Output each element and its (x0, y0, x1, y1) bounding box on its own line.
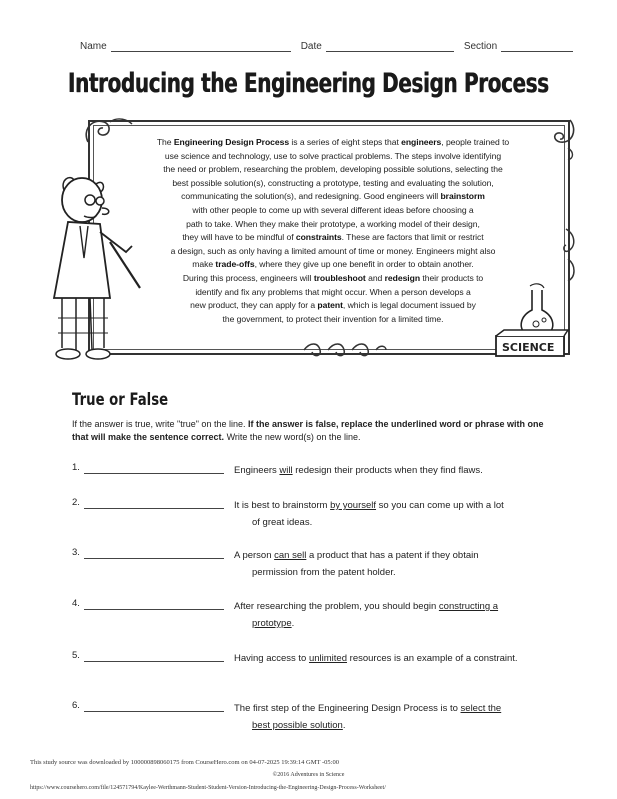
bottom-swirl-icon (300, 340, 390, 360)
question-1-text: Engineers will redesign their products when they find flaws. (234, 465, 483, 476)
side-swirl-right-icon (560, 225, 582, 285)
question-6-text: The first step of the Engineering Design Process is to select the best possible solution. (234, 703, 502, 731)
worksheet-page: Name Date Section Introducing the Engineering Design Process The Engineering Design Process is a series of eight steps that engineers, people trained to use science and technology, use to solve practical problems. The steps involve identifying the need or problem, researching the problem, developing possible solutions, selecting the best possible solution(s), constructing a prototype, testing and evaluating the solution, communicating the solution(s), and redesigning. Good engineers will brainstorm with other people to come up with several different ideas before choosing a path to take. When they make their prototype, a working model of their design, they will have to be mindful of constraints. These are factors that limit or restrict a design, such as only having a limited amount of time or money. Engineers might also make trade-offs, where they give up one benefit in order to obtain another. During this process, engineers will troubleshoot and redesign their products to identify and fix any problems that might occur. When a person develops a new product, they can apply for a patent, which is legal document issued by the government, to protect their invention for a limited time. SCIENCE True or False If the answer is true, write "true" on the line. If the answer is false, replace the underlined word or phrase with one that will make the sentence correct. Write the new word(s) on the line. 1. Engineers will redesign their products when they find flaws. 2. It is best to brainstorm by yourself so you can come up with a lot of great ideas. 3. A person can sell a product that has a patent if they obtain permission from the patent holder. 4. After researching the problem, you should begin constructing a prototype. 5. Having access to unlimited resources is an example of a constraint. 6. The first step of the Engineering Design Process is to select the best possible solution. This study source was downloaded by 100000898060175 from CourseHero.com on 04-07-2025 19:39:14 GMT -05:00 ©2016 Adventures in Science https://www.coursehero.com/file/124571794/Kaylee-Werthmann-Student-Student-Version-Introducing-the-Engineering-Design-Process-Worksheet/ (0, 0, 617, 799)
source-footer: This study source was downloaded by 100000898060175 from CourseHero.com on 04-07-2025 19:39:14 GMT -05:00 (30, 759, 339, 766)
name-field (80, 41, 301, 52)
question-4-text: After researching the problem, you should begin constructing a prototype. (234, 601, 499, 629)
section-line[interactable] (501, 41, 573, 52)
section-label: Section (463, 41, 498, 52)
name-line[interactable] (111, 41, 291, 52)
answer-line-6[interactable] (84, 711, 224, 712)
intro-paragraph: The Engineering Design Process is a series of eight steps that engineers, people trained to use science and technology, use to solve practical problems. The steps involve identifying the need or problem, researching the problem, developing possible solutions, selecting the best possible solution(s), constructing a prototype, testing and evaluating the solution, communicating the solution(s), and redesigning. Good engineers will brainstorm with other people to come up with several different ideas before choosing a path to take. When they make their prototype, a working model of their design, they will have to be mindful of constraints. These are factors that limit or restrict a design, such as only having a limited amount of time or money. Engineers might also make trade-offs, where they give up one benefit in order to obtain another. During this process, engineers will troubleshoot and redesign their products to identify and fix any problems that might occur. When a person develops a new product, they can apply for a patent, which is legal document issued by the government, to protect their invention for a limited time. (156, 137, 510, 324)
answer-line-1[interactable] (84, 473, 224, 474)
date-label: Date (300, 41, 322, 52)
answer-line-4[interactable] (84, 609, 224, 610)
url-footer[interactable]: https://www.coursehero.com/file/124571794/Kaylee-Werthmann-Student-Student-Version-Introducing-the-Engineering-Design-Process-Worksheet/ (30, 785, 386, 791)
science-label: SCIENCE (502, 341, 555, 354)
date-field (301, 41, 464, 52)
true-false-instructions: If the answer is true, write "true" on the line. If the answer is false, replace the underlined word or phrase with one that will make the sentence correct. Write the new word(s) on the line. (72, 419, 544, 442)
question-2-text: It is best to brainstorm by yourself so you can come up with a lot of great ideas. (234, 500, 504, 528)
true-false-heading: True or False (72, 390, 169, 410)
date-line[interactable] (326, 41, 454, 52)
header-fields (80, 41, 577, 52)
question-5-text: Having access to unlimited resources is an example of a constraint. (234, 653, 518, 664)
section-field (464, 41, 573, 52)
answer-line-2[interactable] (84, 508, 224, 509)
science-book-flask-illustration-icon (492, 282, 570, 362)
question-3-text: A person can sell a product that has a patent if they obtain permission from the patent holder. (234, 550, 479, 578)
answer-line-3[interactable] (84, 558, 224, 559)
name-label: Name (80, 41, 107, 52)
page-title: Introducing the Engineering Design Process (68, 68, 549, 99)
copyright-footer: ©2016 Adventures in Science (272, 772, 345, 778)
answer-line-5[interactable] (84, 661, 224, 662)
